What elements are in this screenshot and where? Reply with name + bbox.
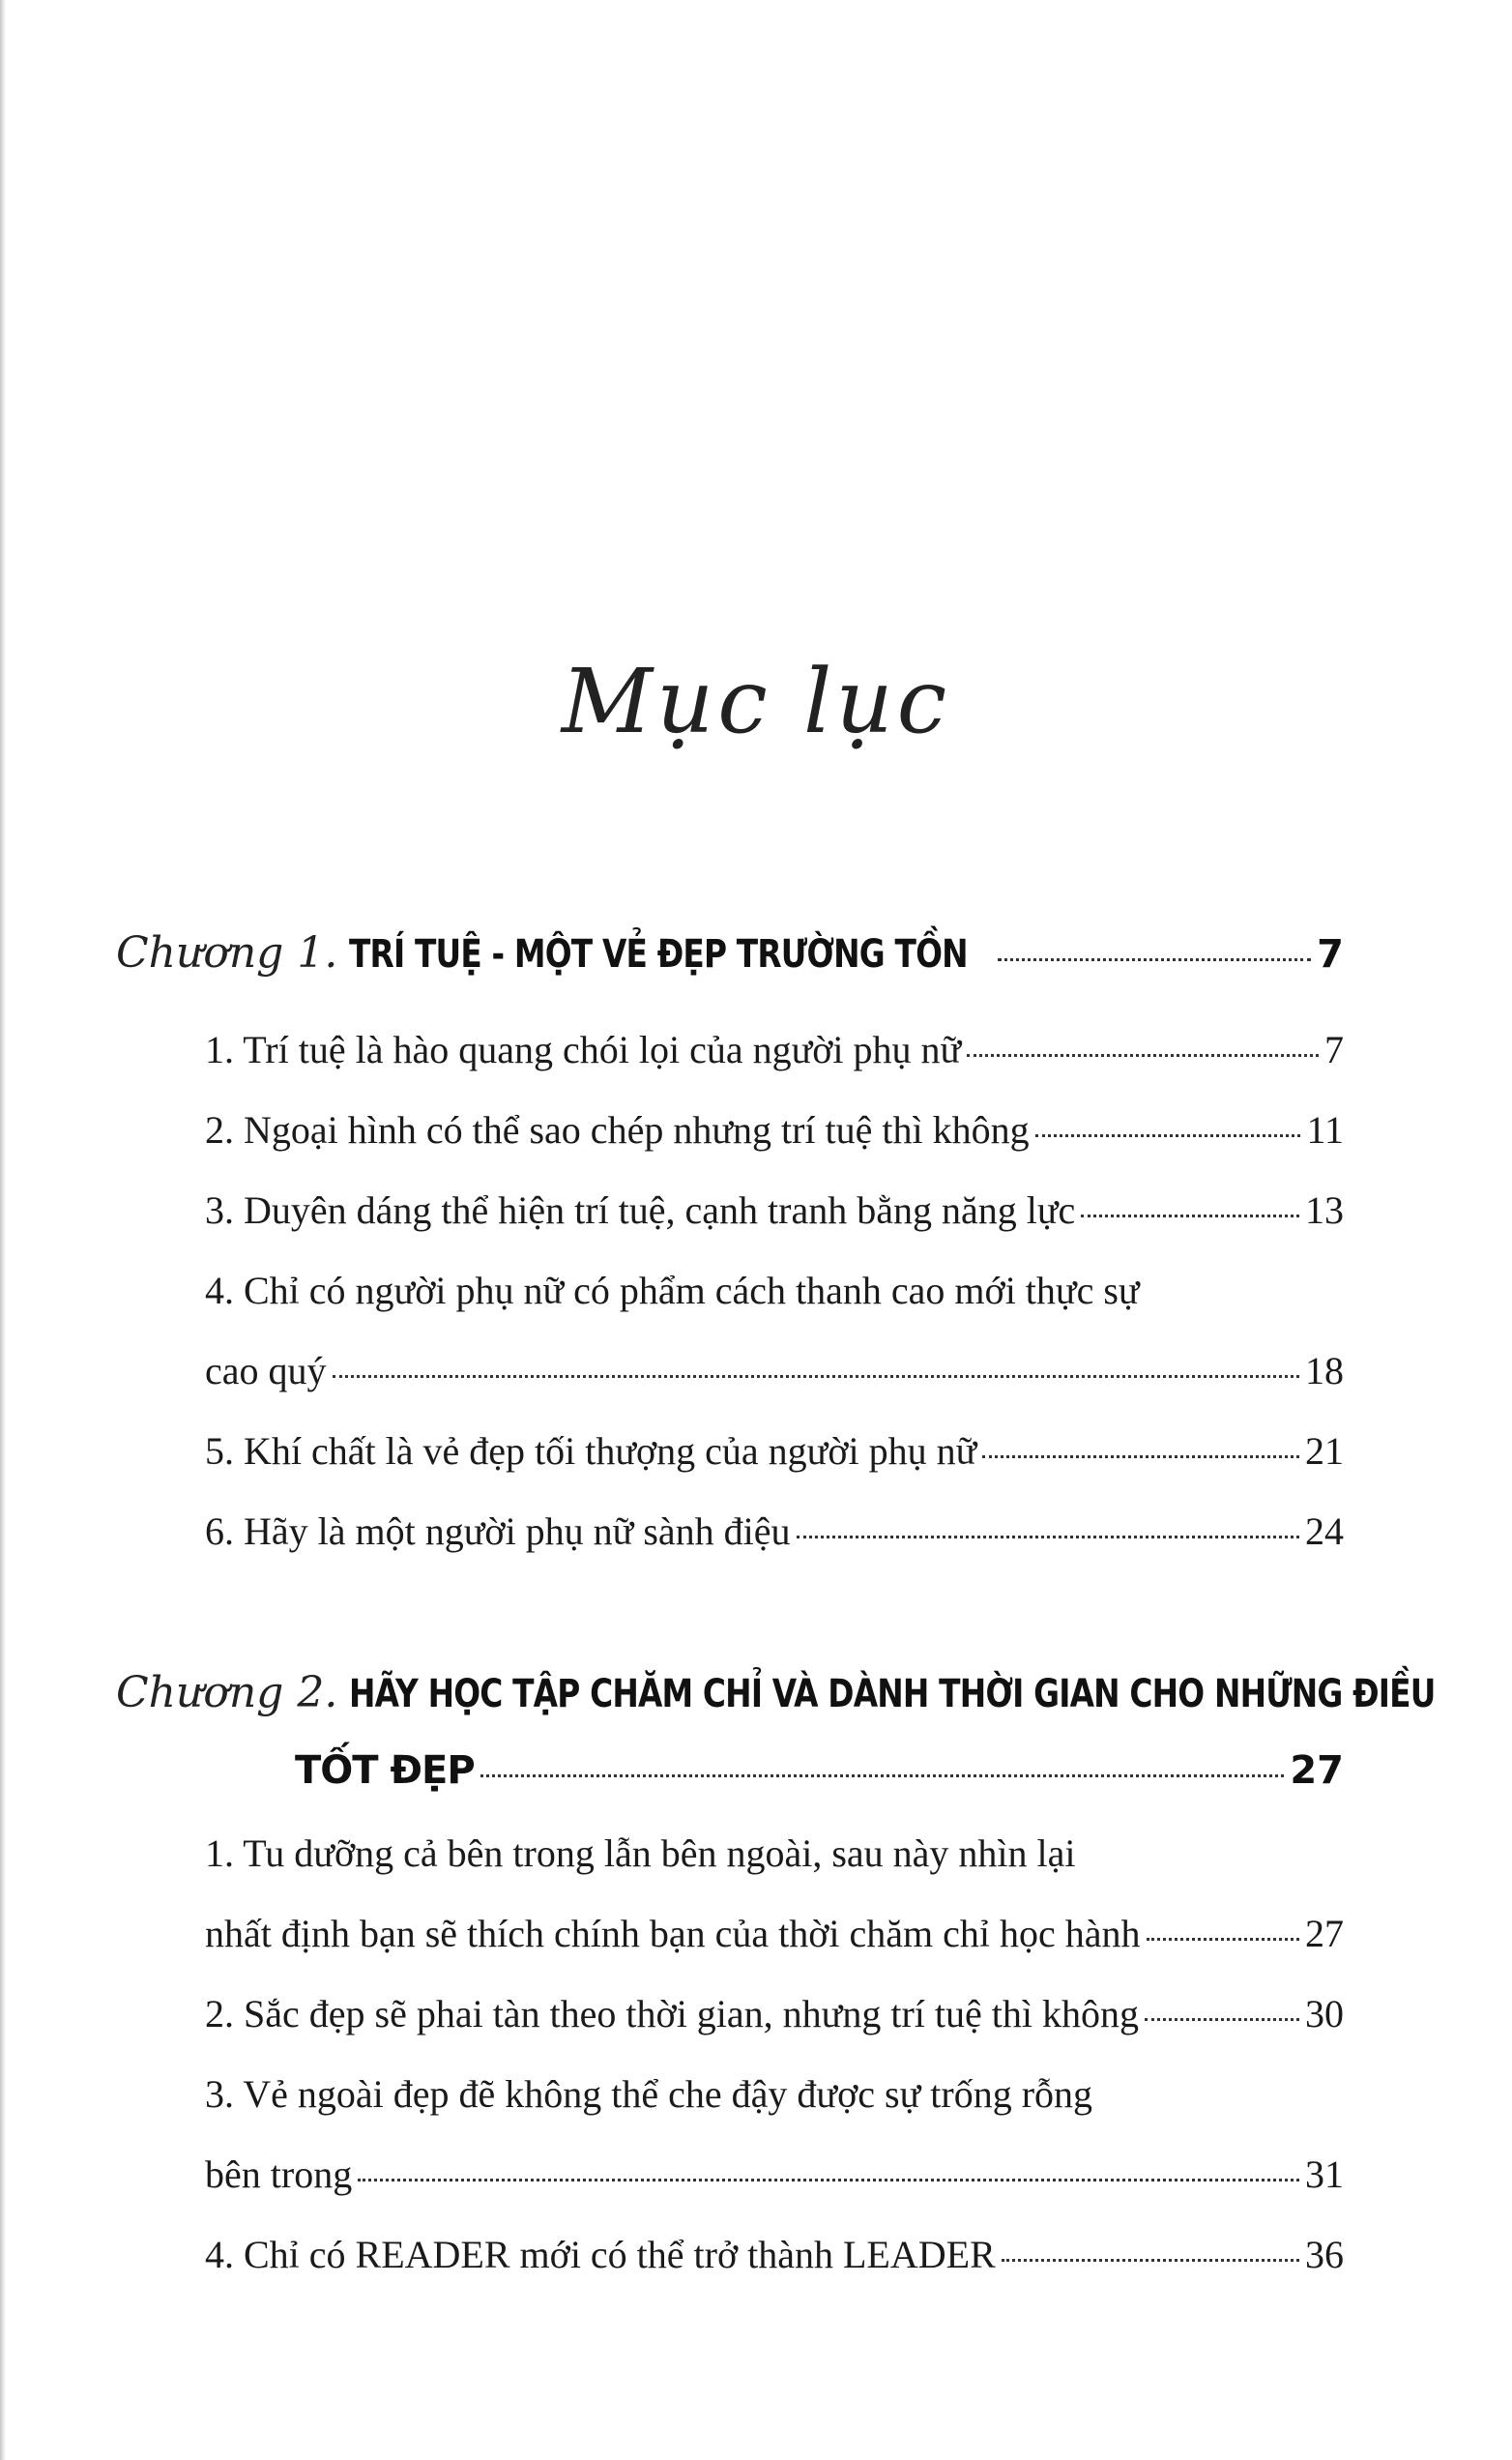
toc-entry[interactable]: [205, 1428, 1344, 1474]
dot-leader: [1145, 2018, 1299, 2021]
entry-text-continued: bên trong: [205, 2152, 353, 2196]
dot-leader: [982, 1455, 1299, 1458]
toc-entry[interactable]: [205, 2232, 1344, 2277]
entry-text: 4. Chỉ có READER mới có thể trở thành LEADER: [205, 2233, 996, 2276]
page-number: 36: [1305, 2233, 1344, 2276]
toc-entry[interactable]: [205, 1027, 1344, 1072]
chapter-title: TRÍ TUỆ - MỘT VẺ ĐẸP TRƯỜNG TỒN: [349, 932, 969, 977]
page-number: 18: [1305, 1349, 1344, 1392]
entry-text: 1. Tu dưỡng cả bên trong lẫn bên ngoài, sau này nhìn lại: [205, 1831, 1076, 1875]
dot-leader: [797, 1536, 1299, 1538]
chapter-prefix: Chương 1.: [116, 928, 338, 978]
page-number: 24: [1305, 1509, 1344, 1553]
page-number: 11: [1306, 1108, 1344, 1152]
dot-leader: [1035, 1134, 1301, 1137]
dot-leader: [998, 958, 1312, 961]
toc-entry-line1[interactable]: [205, 1268, 1344, 1313]
entry-text: 2. Ngoại hình có thể sao chép nhưng trí tuệ thì không: [205, 1108, 1030, 1152]
page-edge-shadow: [0, 0, 6, 2460]
entry-text: 3. Duyên dáng thể hiện trí tuệ, cạnh tranh bằng năng lực: [205, 1188, 1076, 1232]
page-number: 27: [1290, 1748, 1344, 1793]
chapter-title-continued: TỐT ĐẸP: [295, 1748, 475, 1793]
chapter-prefix: Chương 2.: [116, 1668, 338, 1717]
entry-text: 2. Sắc đẹp sẽ phai tàn theo thời gian, nhưng trí tuệ thì không: [205, 1992, 1139, 2035]
toc-entry-line2[interactable]: [205, 2152, 1344, 2197]
entry-text-continued: nhất định bạn sẽ thích chính bạn của thời chăm chỉ học hành: [205, 1912, 1141, 1955]
page-number: 13: [1305, 1188, 1344, 1232]
entry-text: 4. Chỉ có người phụ nữ có phẩm cách thanh cao mới thực sự: [205, 1269, 1140, 1312]
toc-entry-line1[interactable]: [205, 1830, 1344, 1876]
dot-leader: [358, 2179, 1299, 2182]
page-number: 21: [1305, 1429, 1344, 1473]
page-number: 30: [1305, 1992, 1344, 2035]
toc-entry[interactable]: [205, 1991, 1344, 2036]
dot-leader: [1147, 1938, 1299, 1941]
dot-leader: [967, 1054, 1319, 1057]
entry-text: 1. Trí tuệ là hào quang chói lọi của người phụ nữ: [205, 1028, 962, 1071]
entry-text: 3. Vẻ ngoài đẹp đẽ không thể che đậy được sự trống rỗng: [205, 2072, 1093, 2116]
page-title: Mục lục: [561, 649, 951, 753]
entry-text: 5. Khí chất là vẻ đẹp tối thượng của người phụ nữ: [205, 1429, 977, 1473]
page-number: 31: [1305, 2152, 1344, 2196]
chapter-title: HÃY HỌC TẬP CHĂM CHỈ VÀ DÀNH THỜI GIAN CHO NHỮNG ĐIỀU: [349, 1672, 1436, 1716]
entry-text: 6. Hãy là một người phụ nữ sành điệu: [205, 1509, 791, 1553]
chapter-heading-1[interactable]: [116, 928, 1344, 978]
toc-entry[interactable]: [205, 1187, 1344, 1233]
toc-entry-line1[interactable]: [205, 2071, 1344, 2117]
page-number: 7: [1317, 932, 1344, 977]
toc-entry-line2[interactable]: [205, 1911, 1344, 1956]
toc-entry[interactable]: [205, 1508, 1344, 1554]
page-number: 7: [1324, 1028, 1344, 1071]
entry-text-continued: cao quý: [205, 1349, 327, 1392]
dot-leader: [1002, 2259, 1299, 2262]
page-number: 27: [1305, 1912, 1344, 1955]
chapter-heading-2[interactable]: [116, 1668, 1436, 1717]
toc-entry[interactable]: [205, 1107, 1344, 1153]
chapter-heading-2-line2[interactable]: [295, 1748, 1344, 1793]
dot-leader: [1081, 1215, 1299, 1217]
toc-entry-line2[interactable]: [205, 1348, 1344, 1393]
dot-leader: [333, 1375, 1299, 1378]
dot-leader: [480, 1774, 1285, 1777]
